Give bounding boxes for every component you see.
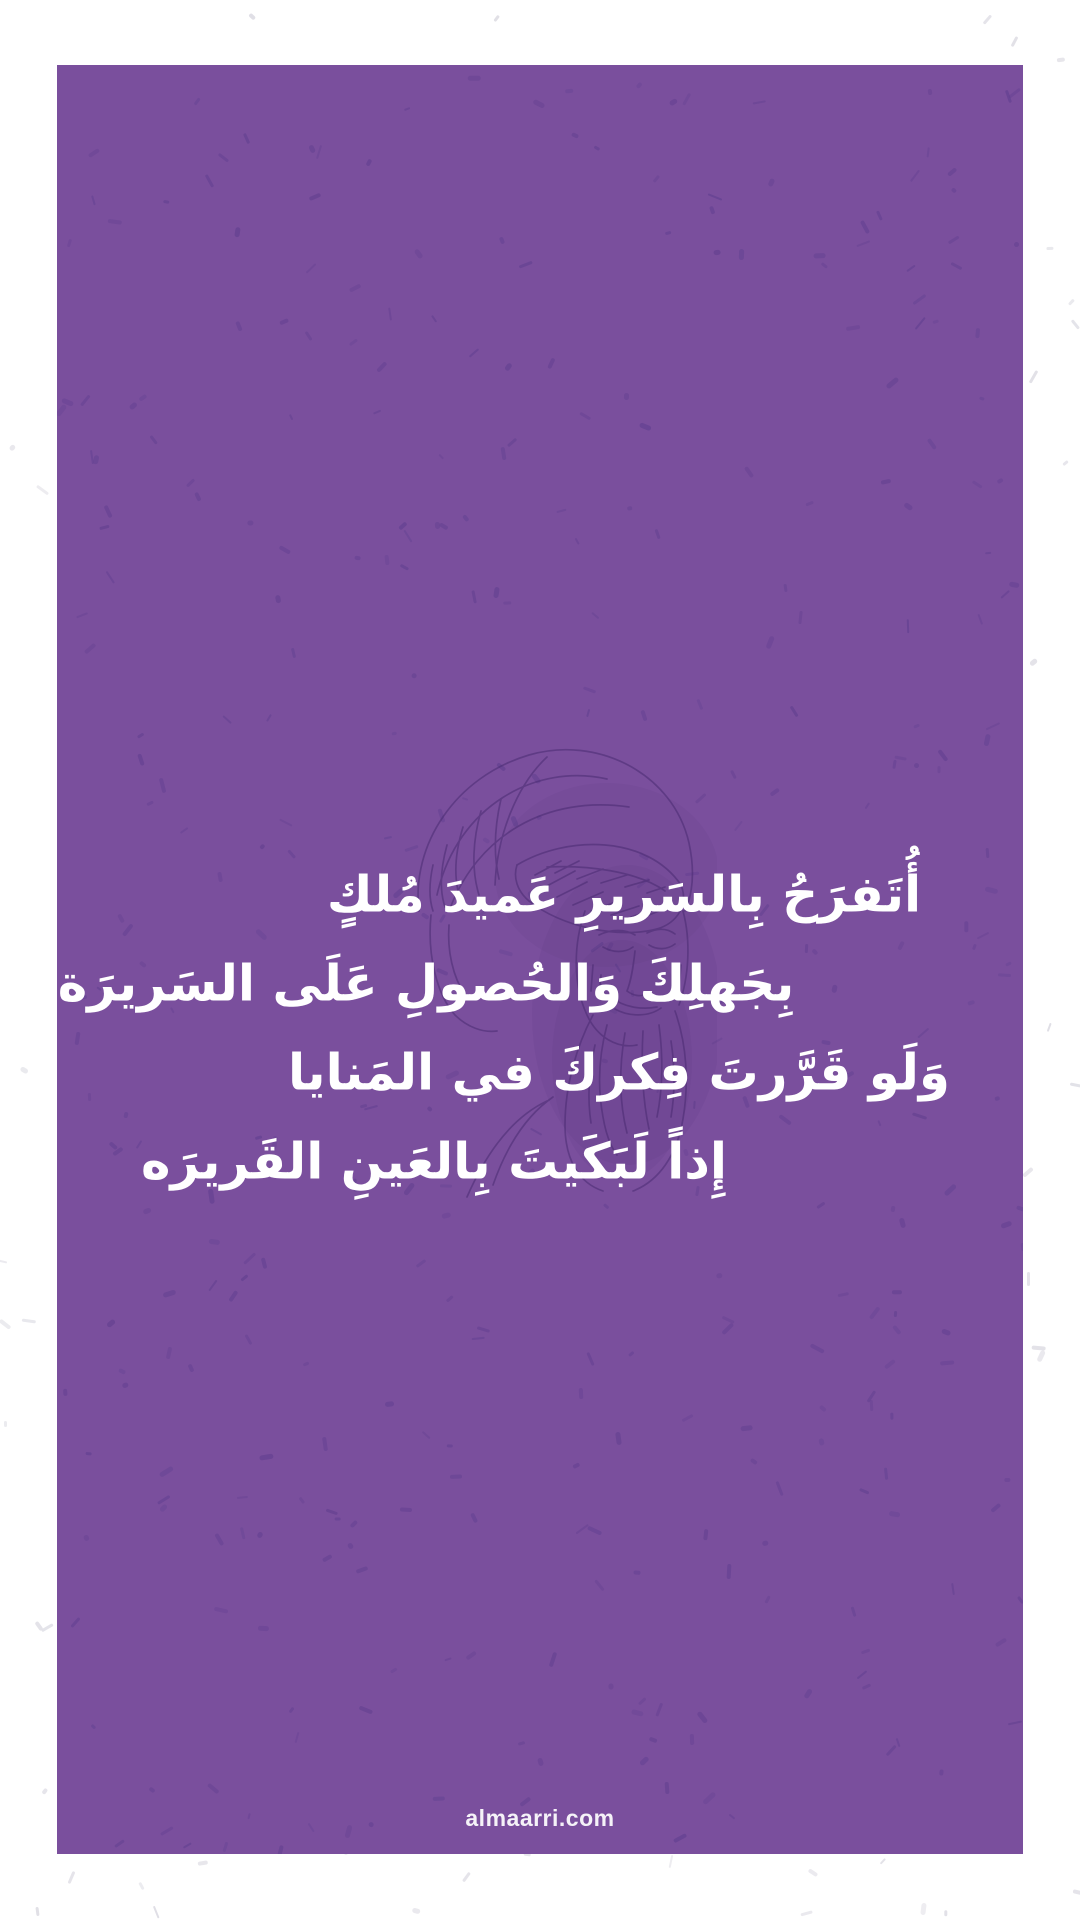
site-watermark: almaarri.com: [465, 1805, 615, 1831]
poem-line-3: وَلَو قَرَّرتَ فِكركَ في المَنايا: [288, 1043, 950, 1102]
poem-line-1: أُتَفرَحُ بِالسَريرِ عَميدَ مُلكٍ: [326, 865, 922, 924]
poem-line-4: إِذاً لَبَكَيتَ بِالعَينِ القَريرَه: [140, 1132, 728, 1191]
poem-line-2: بِجَهلِكَ وَالحُصولِ عَلَى السَريرَة: [57, 954, 795, 1013]
poem-card: [57, 65, 1023, 1854]
poem: [57, 65, 1023, 1854]
